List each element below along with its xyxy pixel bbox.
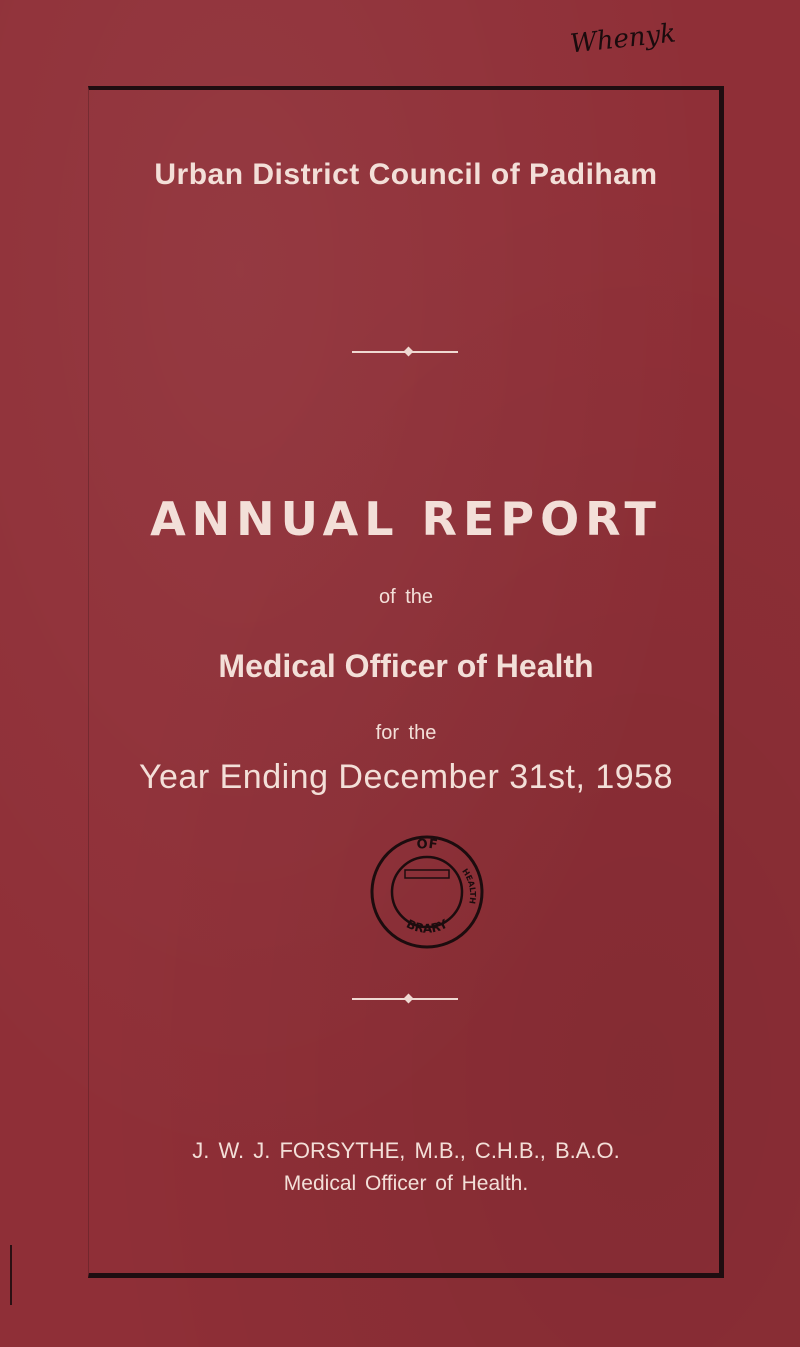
edge-mark	[10, 1245, 12, 1305]
report-period: Year Ending December 31st, 1958	[138, 758, 674, 796]
report-title: ANNUAL REPORT	[150, 492, 662, 546]
svg-text:OF	[416, 837, 438, 853]
svg-text:HEALTH	[460, 867, 477, 904]
council-heading: Urban District Council of Padiham	[154, 158, 658, 191]
seal-bottom-text: BRARY	[404, 916, 450, 936]
svg-text:BRARY	[404, 917, 450, 936]
subject-title: Medical Officer of Health	[218, 648, 594, 684]
of-the-text: of the	[378, 586, 434, 608]
library-seal-icon	[365, 830, 489, 954]
seal-top-text: OF	[415, 836, 439, 853]
handwritten-note: Whenyk	[568, 18, 678, 60]
author-name: J. W. J. FORSYTHE, M.B., C.H.B., B.A.O.	[192, 1138, 620, 1163]
for-the-text: for the	[375, 722, 437, 744]
author-role: Medical Officer of Health.	[283, 1172, 529, 1195]
seal-right-text: HEALTH	[460, 866, 478, 905]
